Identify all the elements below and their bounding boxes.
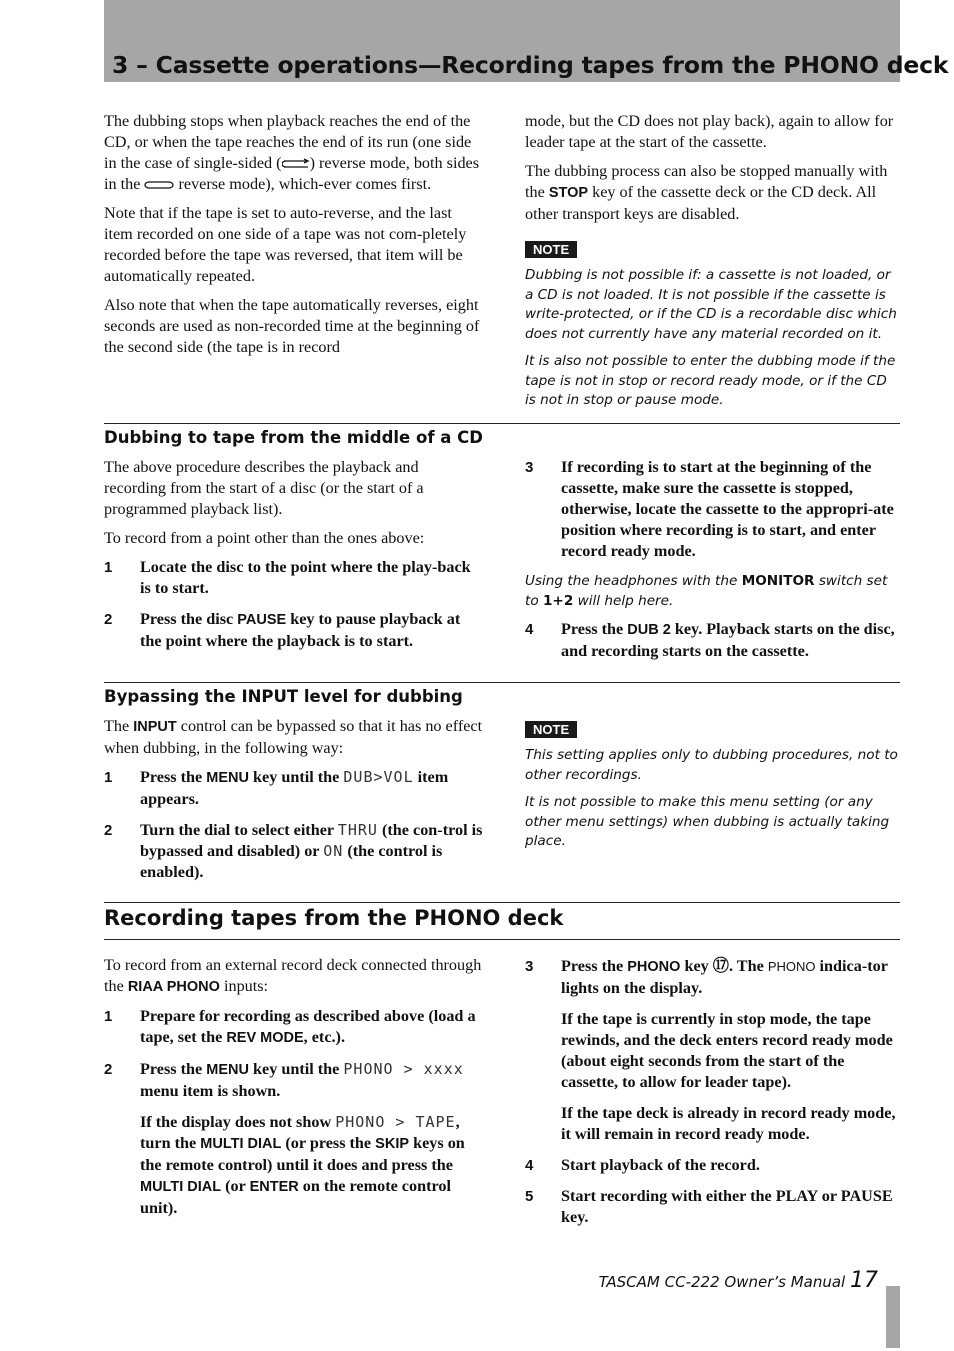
section-divider xyxy=(104,902,900,903)
phono-paragraph: To record from an external record deck connected through the RIAA PHONO inputs: xyxy=(104,956,482,995)
chapter-title: 3 – Cassette operations—Recording tapes from the PHONO deck xyxy=(112,51,949,79)
stop-key-label: STOP xyxy=(548,185,589,201)
monitor-hint: Using the headphones with the MONITOR switch set to 1+2 will help here. xyxy=(525,573,888,609)
chapter-header xyxy=(104,0,949,82)
intro-right-paragraph-2: The dubbing process can also be stopped manually with the STOP key of the cassette deck or the CD deck. All other transport keys are disabled. xyxy=(525,162,888,223)
note-text-2: It is also not possible to enter the dubbing mode if the tape is not in stop or record ready mode, or if the CD is not in stop or pause mode. xyxy=(525,353,896,408)
multi-dial-label: MULTI DIAL xyxy=(140,1179,222,1195)
riaa-phono-label: RIAA PHONO xyxy=(127,979,220,995)
note-badge: NOTE xyxy=(525,241,577,258)
middle-paragraph-2: To record from a point other than the ones above: xyxy=(104,529,425,547)
section-heading-middle: Dubbing to tape from the middle of a CD xyxy=(104,428,483,447)
page-footer xyxy=(599,1268,878,1293)
middle-right-column xyxy=(525,457,901,672)
phono-right-column xyxy=(525,956,901,1238)
section-heading-phono: Recording tapes from the PHONO deck xyxy=(104,906,564,930)
skip-key-label: SKIP xyxy=(375,1136,410,1152)
bypass-paragraph: The INPUT control can be bypassed so that it has no effect when dubbing, in the following way: xyxy=(104,717,483,757)
bypass-right-column xyxy=(525,719,901,860)
intro-right-paragraph-1: mode, but the CD does not play back), again to allow for leader tape at the start of the cassette. xyxy=(525,112,894,151)
middle-paragraph-1: The above procedure describes the playback and recording from the start of a disc (or the start of a programmed playback list). xyxy=(104,458,424,518)
note-badge: NOTE xyxy=(525,721,577,738)
enter-key-label: ENTER xyxy=(249,1179,299,1195)
multi-dial-label: MULTI DIAL xyxy=(200,1136,282,1152)
pause-key-label: PAUSE xyxy=(237,612,287,628)
bypass-left-column xyxy=(104,716,484,893)
middle-left-column xyxy=(104,457,484,662)
manual-title: TASCAM CC-222 Owner’s Manual xyxy=(598,1273,846,1291)
phono-indicator-label: PHONO xyxy=(767,959,816,974)
step-1: 1 Press the MENU key until the DUB>VOL item appears. xyxy=(104,768,449,808)
note-text-1: This setting applies only to dubbing procedures, not to other recordings. xyxy=(525,747,898,783)
lcd-phono-tape: PHONO > TAPE xyxy=(335,1113,456,1131)
section-divider xyxy=(104,939,900,940)
lcd-phono-xxxx: PHONO > xxxx xyxy=(343,1060,464,1078)
step-2: 2 Turn the dial to select either THRU (the con-trol is bypassed and disabled) or ON (the control is enabled). xyxy=(104,821,483,881)
menu-key-label: MENU xyxy=(206,770,249,786)
page-number: 17 xyxy=(850,1268,878,1293)
section-heading-bypass: Bypassing the INPUT level for dubbing xyxy=(104,687,463,706)
phono-left-column xyxy=(104,955,484,1239)
section-divider xyxy=(104,423,900,424)
intro-paragraph-1: The dubbing stops when playback reaches the end of the CD, or when the tape reaches the end of its run (one side in the case of single-sided ( ) reverse mode, both sides in the reverse mode), which-ever comes first. xyxy=(104,112,480,193)
step-3: 3 If recording is to start at the beginning of the cassette, make sure the cassette is stopped, otherwise, locate the cassette to the appropri-ate position where recording is to start, and enter record ready mode. xyxy=(525,458,894,560)
step-4: 4 Press the DUB 2 key. Playback starts on the disc, and recording starts on the cassette. xyxy=(525,620,895,660)
input-control-label: INPUT xyxy=(133,719,177,735)
step-1: 1 Prepare for recording as described above (load a tape, set the REV MODE, etc.). xyxy=(104,1007,476,1046)
step-4: 4 Start playback of the record. xyxy=(525,1156,760,1174)
two-way-reverse-icon xyxy=(144,179,174,191)
step-3: 3 Press the PHONO key ⑰. The PHONO indica-tor lights on the display. If the tape is currently in stop mode, the tape rewinds, and the deck enters record ready mode (about eight seconds from the start of the cassette, to allow for leader tape). If the tape deck is already in record ready mode, it will remain in record ready mode. xyxy=(525,957,896,1143)
menu-key-label: MENU xyxy=(206,1062,249,1078)
thumb-tab xyxy=(886,1286,900,1348)
step-1: 1 Locate the disc to the point where the play-back is to start. xyxy=(104,558,471,597)
intro-paragraph-3: Also note that when the tape automatically reverses, eight seconds are used as non-recorded time at the beginning of the second side (the tape is in record xyxy=(104,296,480,356)
note-text-2: It is not possible to make this menu setting (or any other menu settings) when dubbing is actually taking place. xyxy=(525,794,890,849)
intro-right-column xyxy=(525,111,901,419)
lcd-on: ON xyxy=(323,842,344,860)
step-5: 5 Start recording with either the PLAY or PAUSE key. xyxy=(525,1187,893,1226)
rev-mode-label: REV MODE xyxy=(226,1030,304,1046)
one-way-reverse-icon xyxy=(282,158,310,170)
section-divider xyxy=(104,682,900,683)
lcd-dub-vol: DUB>VOL xyxy=(343,768,414,786)
intro-paragraph-2: Note that if the tape is set to auto-reverse, and the last item recorded on one side of a tape was not com-pletely recorded before the tape was reversed, that item will be automatically repeated. xyxy=(104,204,467,285)
note-text-1: Dubbing is not possible if: a cassette is not loaded, or a CD is not loaded. It is not possible if the cassette is write-protected, or if the CD is a recordable disc which does not currently have any material recorded on it. xyxy=(525,267,897,342)
lcd-thru: THRU xyxy=(337,821,378,839)
step-2: 2 Press the disc PAUSE key to pause playback at the point where the playback is to start. xyxy=(104,610,461,650)
phono-key-label: PHONO xyxy=(627,959,681,975)
intro-left-column xyxy=(104,111,484,366)
monitor-switch-label: MONITOR xyxy=(741,573,815,589)
dub2-key-label: DUB 2 xyxy=(627,622,671,638)
step-2: 2 Press the MENU key until the PHONO > xxxx menu item is shown. If the display does not show PHONO > TAPE, turn the MULTI DIAL (or press the SKIP keys on the remote control) until it does and press the MULTI DIAL (or ENTER on the remote control unit). xyxy=(104,1060,465,1217)
